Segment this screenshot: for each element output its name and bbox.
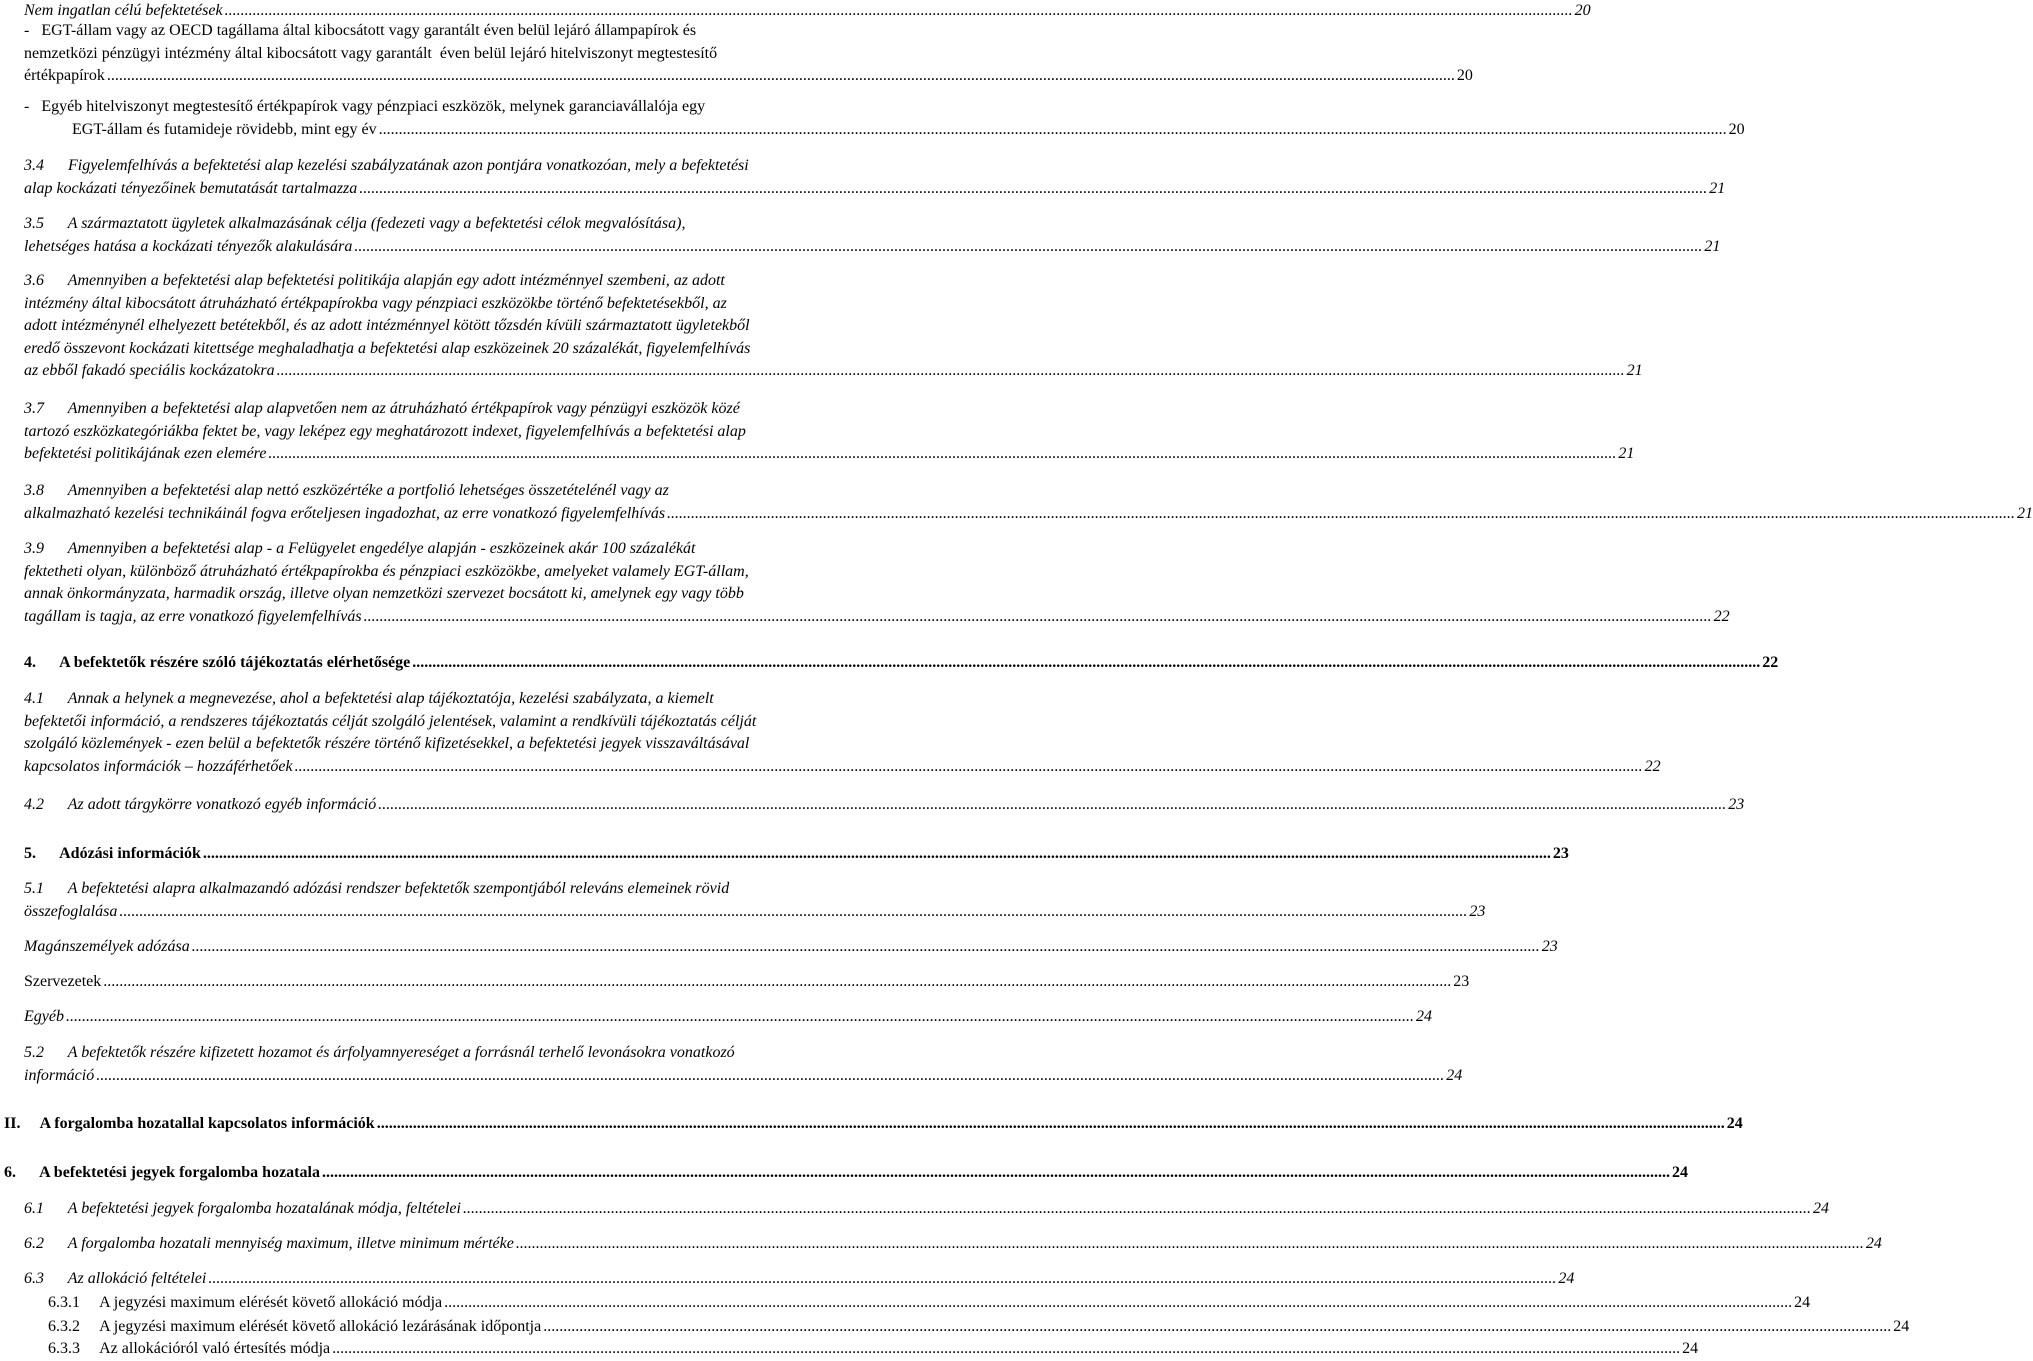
toc-entry[interactable]	[24, 96, 1745, 141]
page-number: 23	[1469, 902, 1486, 920]
toc-entry-text: 5.2 A befektetők részére kifizetett hozamot és árfolyamnyereséget a forrásnál terhelő levonásokra vonatkozó	[24, 1044, 735, 1061]
dot-leader	[378, 794, 1726, 817]
dot-leader	[107, 65, 1455, 88]
dot-leader	[667, 503, 2015, 526]
dot-leader	[444, 1292, 1792, 1315]
toc-entry[interactable]	[24, 1233, 1882, 1256]
toc-entry[interactable]	[24, 155, 1726, 200]
toc-entry[interactable]	[24, 688, 1661, 778]
toc-entry[interactable]	[24, 878, 1486, 923]
toc-entry[interactable]	[24, 1268, 1575, 1291]
toc-entry[interactable]	[24, 270, 1643, 383]
page-number: 24	[1794, 1294, 1811, 1311]
toc-entry-title: Magánszemélyek adózása	[24, 938, 190, 955]
toc-entry[interactable]	[24, 843, 1569, 866]
toc-entry-title: befektetési politikájának ezen elemére	[24, 445, 267, 462]
toc-entry[interactable]	[24, 794, 1745, 817]
page-number: 21	[2017, 504, 2033, 522]
toc-entry-text: adott intézménynél elhelyezett betétekből, és az adott intézménnyel kötött tőzsdén kívüli származtatott ügyletekből	[24, 317, 750, 334]
toc-entry[interactable]	[24, 971, 1470, 994]
toc-entry-text: 3.4 Figyelemfelhívás a befektetési alap kezelési szabályzatának azon pontjára vonatkozóan, mely a befektetési	[24, 157, 749, 174]
dot-leader	[295, 756, 1643, 779]
toc-entry-text: 3.9 Amennyiben a befektetési alap - a Felügyelet engedélye alapján - eszközeinek akár 100 százalékát	[24, 540, 696, 557]
page-number: 24	[1671, 1164, 1688, 1181]
toc-entry[interactable]	[4, 1162, 1688, 1185]
toc-entry-text: - Egyéb hitelviszonyt megtestesítő értékpapírok vagy pénzpiaci eszközök, melynek garanciavállalója egy	[24, 98, 706, 115]
toc-entry-text: intézmény által kibocsátott átruházható értékpapírokba vagy pénzpiaci eszközökbe történő befektetésekből, az	[24, 294, 727, 312]
page-number: 24	[1865, 1235, 1882, 1252]
toc-entry-title: 6.3.1 A jegyzési maximum elérését követő allokáció módja	[48, 1294, 443, 1311]
page-number: 21	[1704, 237, 1721, 255]
toc-entry-text: tartozó eszközkategóriákba fektet be, vagy leképez egy meghatározott indexet, figyelemfelhívás a befektetési alap	[24, 422, 746, 440]
toc-entry-title: alkalmazható kezelési technikáinál fogva erőteljesen ingadozhat, az erre vonatkozó figyelemfelhívás	[24, 504, 666, 522]
toc-entry[interactable]	[48, 1338, 1699, 1361]
page-number: 22	[1644, 757, 1661, 775]
toc-entry-text: nemzetközi pénzügyi intézmény által kibocsátott vagy garantált éven belül lejáró hitelviszonyt megtestesítő	[24, 44, 718, 62]
toc-entry[interactable]	[24, 398, 1635, 466]
toc-entry-text: szolgáló közlemények - ezen belül a befektetők részére történő kifizetésekkel, a befektetési jegyek visszaváltásával	[24, 735, 750, 752]
toc-entry-text: eredő összevont kockázati kitettsége meghaladhatja a befektetési alap eszközeinek 20 százalékát, figyelemfelhívás	[24, 339, 751, 357]
toc-entry-title: 6.3.2 A jegyzési maximum elérését követő allokáció lezárásának időpontja	[48, 1318, 542, 1335]
page-number: 23	[1728, 796, 1745, 813]
dot-leader	[332, 1338, 1680, 1361]
toc-entry[interactable]	[24, 538, 1730, 628]
toc-entry-title: 4.2 Az adott tárgykörre vonatkozó egyéb információ	[24, 796, 377, 813]
toc-entry[interactable]	[24, 652, 1779, 675]
toc-entry[interactable]	[24, 1006, 1432, 1029]
toc-entry-title: az ebből fakadó speciális kockázatokra	[24, 362, 275, 379]
toc-entry-text: 5.1 A befektetési alapra alkalmazandó adózási rendszer befektetők szempontjából releváns elemeinek rövid	[24, 880, 730, 897]
toc-entry-text: - EGT-állam vagy az OECD tagállama által kibocsátott vagy garantált éven belül lejáró állampapírok és	[24, 22, 697, 39]
toc-entry-title: 4. A befektetők részére szóló tájékoztatás elérhetősége	[24, 654, 411, 671]
toc-entry-text: fektetheti olyan, különböző átruházható értékpapírokba és pénzpiaci eszközökbe, amelyeket valamely EGT-állam,	[24, 562, 749, 580]
page-number: 24	[1682, 1340, 1699, 1357]
dot-leader	[516, 1233, 1864, 1256]
dot-leader	[192, 936, 1540, 959]
toc-entry-title: kapcsolatos információk – hozzáférhetőek	[24, 757, 293, 775]
toc-entry-title: lehetséges hatása a kockázati tényezők alakulására	[24, 237, 353, 255]
toc-entry-title: EGT-állam és futamideje rövidebb, mint egy év	[72, 120, 377, 138]
page-number: 21	[1709, 179, 1726, 197]
page-number: 24	[1558, 1270, 1575, 1287]
page-number: 20	[1574, 2, 1591, 19]
toc-entry-text: 3.5 A származtatott ügyletek alkalmazásának célja (fedezeti vagy a befektetési célok megvalósítása),	[24, 215, 686, 232]
dot-leader	[119, 901, 1467, 924]
toc-entry-title: 6. A befektetési jegyek forgalomba hozatala	[4, 1164, 320, 1181]
dot-leader	[103, 971, 1451, 994]
toc-entry[interactable]	[4, 1113, 1743, 1136]
dot-leader	[96, 1065, 1444, 1088]
page-number: 20	[1456, 67, 1473, 84]
page-number: 20	[1728, 120, 1745, 138]
toc-entry-title: 6.3.3 Az allokációról való értesítés módja	[48, 1340, 331, 1357]
toc-entry[interactable]	[24, 213, 1721, 258]
toc-entry-title: 5. Adózási információk	[24, 845, 201, 862]
dot-leader	[277, 360, 1625, 383]
page-number: 24	[1446, 1066, 1463, 1084]
toc-entry[interactable]	[24, 1198, 1829, 1221]
toc-entry-text: 4.1 Annak a helynek a megnevezése, ahol a befektetési alap tájékoztatója, kezelési szabályzata, a kiemelt	[24, 690, 714, 707]
page-number: 23	[1453, 973, 1470, 990]
dot-leader	[543, 1316, 1891, 1339]
toc-entry-title: 6.3 Az allokáció feltételei	[24, 1270, 207, 1287]
toc-entry-title: 6.2 A forgalomba hozatali mennyiség maximum, illetve minimum mértéke	[24, 1235, 514, 1252]
toc-entry-title: alap kockázati tényezőinek bemutatását tartalmazza	[24, 179, 358, 197]
toc-entry-title: értékpapírok	[24, 67, 105, 84]
toc-entry-text: 3.8 Amennyiben a befektetési alap nettó eszközértéke a portfolió lehetséges összetételénél vagy az	[24, 482, 669, 499]
dot-leader	[359, 178, 1707, 201]
dot-leader	[412, 652, 1760, 675]
page-number: 21	[1618, 445, 1635, 462]
toc-entry-text: befektetői információ, a rendszeres tájékoztatás célját szolgáló jelentések, valamint a rendkívüli tájékoztatás célját	[24, 712, 757, 730]
page-number: 22	[1713, 607, 1730, 625]
page-number: 23	[1541, 938, 1558, 955]
toc-entry-text: annak önkormányzata, harmadik ország, illetve olyan nemzetközi szervezet bocsátott ki, amelynek egy vagy több	[24, 585, 744, 602]
page-number: 21	[1626, 362, 1643, 379]
dot-leader	[203, 843, 1551, 866]
toc-entry-title: 6.1 A befektetési jegyek forgalomba hozatalának módja, feltételei	[24, 1200, 461, 1217]
toc-entry[interactable]	[48, 1316, 1910, 1339]
toc-entry[interactable]	[24, 480, 2033, 525]
toc-entry[interactable]	[24, 20, 1473, 88]
toc-entry-title: Szervezetek	[24, 973, 102, 990]
toc-entry-title: Egyéb	[24, 1008, 64, 1025]
toc-entry-title: tagállam is tagja, az erre vonatkozó figyelemfelhívás	[24, 607, 362, 625]
page-number: 24	[1812, 1200, 1829, 1217]
toc-entry[interactable]	[48, 1292, 1811, 1315]
dot-leader	[379, 119, 1727, 142]
toc-entry-title: összefoglalása	[24, 902, 118, 920]
dot-leader	[463, 1198, 1811, 1221]
toc-entry-text: 3.7 Amennyiben a befektetési alap alapvetően nem az átruházható értékpapírok vagy pénzügyi eszközök közé	[24, 400, 740, 417]
dot-leader	[66, 1006, 1414, 1029]
page-number: 23	[1552, 845, 1569, 862]
toc-entry[interactable]	[24, 936, 1558, 959]
toc-entry-text: 3.6 Amennyiben a befektetési alap befektetési politikája alapján egy adott intézménnyel szembeni, az adott	[24, 272, 725, 289]
toc-entry-title: Nem ingatlan célú befektetések	[24, 2, 223, 19]
page-number: 24	[1726, 1115, 1743, 1132]
dot-leader	[208, 1268, 1556, 1291]
page-number: 24	[1893, 1318, 1910, 1335]
dot-leader	[364, 606, 1712, 629]
dot-leader	[322, 1162, 1670, 1185]
dot-leader	[268, 443, 1616, 466]
toc-entry-title: információ	[24, 1066, 95, 1084]
dot-leader	[354, 236, 1702, 259]
toc-entry[interactable]	[24, 1042, 1463, 1087]
toc-entry-title: II. A forgalomba hozatallal kapcsolatos információk	[4, 1115, 375, 1132]
page-number: 24	[1415, 1008, 1432, 1025]
dot-leader	[377, 1113, 1725, 1136]
page-number: 22	[1762, 654, 1779, 671]
